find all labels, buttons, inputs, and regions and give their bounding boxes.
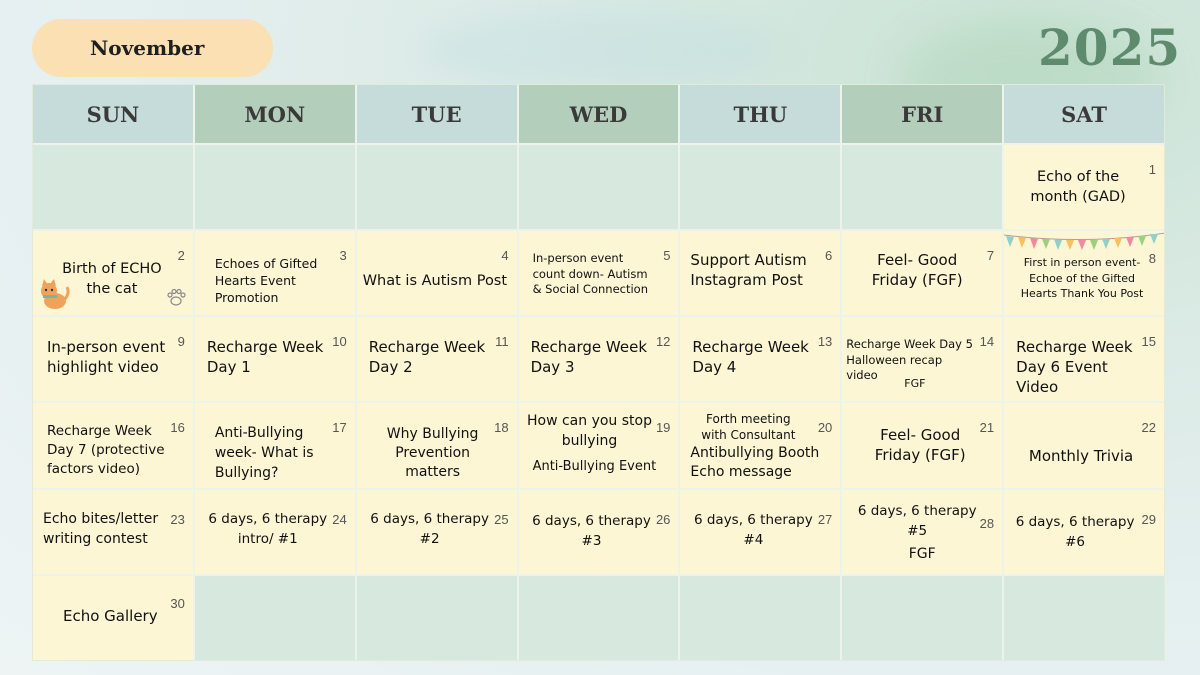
day-cell-1[interactable] xyxy=(1004,145,1164,229)
day-cell-20[interactable] xyxy=(680,403,840,487)
day-number: 1 xyxy=(1148,162,1156,177)
event-text: In-person event count down- Autism & Social Connection xyxy=(532,251,649,297)
empty-day-cell xyxy=(842,145,1002,229)
day-number: 4 xyxy=(501,248,509,264)
day-cell-12[interactable] xyxy=(519,317,679,401)
day-number: 14 xyxy=(979,334,995,350)
empty-day-cell xyxy=(357,576,517,660)
day-cell-27[interactable] xyxy=(680,490,840,574)
day-cell-29[interactable] xyxy=(1004,490,1164,574)
event-text: Echo Gallery xyxy=(63,606,158,625)
event-text: 6 days, 6 therapy #6 xyxy=(1015,513,1135,550)
event-text: Feel- Good Friday (FGF) xyxy=(874,426,966,465)
event-text: 6 days, 6 therapy #3 xyxy=(532,512,651,549)
day-number: 19 xyxy=(655,420,671,436)
empty-day-cell xyxy=(519,145,679,229)
weekday-header-wed: WED xyxy=(519,85,679,143)
day-cell-28[interactable] xyxy=(842,490,1002,574)
day-cell-11[interactable] xyxy=(357,317,517,401)
day-number: 10 xyxy=(332,334,347,350)
day-cell-30[interactable] xyxy=(33,576,193,660)
weekday-header-fri: FRI xyxy=(842,85,1002,143)
day-cell-5[interactable] xyxy=(519,231,679,315)
day-number: 18 xyxy=(494,420,509,436)
event-note: Anti-Bullying Event xyxy=(532,459,657,475)
day-number: 26 xyxy=(655,511,671,527)
day-number: 21 xyxy=(979,420,995,436)
day-cell-7[interactable] xyxy=(842,231,1002,315)
day-number: 20 xyxy=(817,420,833,436)
day-cell-26[interactable] xyxy=(519,490,679,574)
day-number: 2 xyxy=(177,248,185,264)
empty-day-cell xyxy=(842,576,1002,660)
event-text: Anti-Bullying week- What is Bullying? xyxy=(214,425,314,482)
day-cell-6[interactable] xyxy=(680,231,840,315)
weekday-header-thu: THU xyxy=(680,85,840,143)
event-text: First in person event- Echoe of the Gifted Hearts Thank You Post xyxy=(1020,256,1144,301)
day-cell-21[interactable] xyxy=(842,403,1002,487)
day-number: 24 xyxy=(332,511,347,527)
event-text: Recharge Week Day 5 Halloween recap video xyxy=(846,337,973,383)
event-text: Birth of ECHO the cat xyxy=(62,261,162,298)
event-text: Echo of the month (GAD) xyxy=(1030,169,1126,205)
event-text: Recharge Week Day 2 xyxy=(368,338,486,377)
event-text: Recharge Week Day 3 xyxy=(530,338,648,377)
month-text: November xyxy=(90,36,205,60)
day-cell-18[interactable] xyxy=(357,403,517,487)
day-number: 17 xyxy=(332,420,347,436)
day-number: 30 xyxy=(170,595,185,611)
event-text: Forth meeting with Consultant xyxy=(701,412,796,443)
weekday-header-tue: TUE xyxy=(357,85,517,143)
day-cell-10[interactable] xyxy=(195,317,355,401)
event-text: Why Bullying Prevention matters xyxy=(386,426,479,481)
day-cell-9[interactable] xyxy=(33,317,193,401)
event-note: FGF xyxy=(904,377,926,391)
event-text: Monthly Trivia xyxy=(1028,447,1134,466)
day-number: 12 xyxy=(655,334,671,350)
day-number: 29 xyxy=(1141,511,1156,527)
calendar-grid xyxy=(32,84,1165,661)
day-cell-13[interactable] xyxy=(680,317,840,401)
day-number: 25 xyxy=(494,511,509,527)
paw-print-icon xyxy=(165,287,187,309)
cat-sticker-icon xyxy=(37,277,71,311)
event-text: How can you stop bullying xyxy=(526,413,652,450)
day-cell-19[interactable] xyxy=(519,403,679,487)
empty-day-cell xyxy=(519,576,679,660)
event-text: Recharge Week Day 4 xyxy=(692,338,809,377)
day-number: 6 xyxy=(825,248,833,264)
empty-day-cell xyxy=(680,145,840,229)
event-text: In-person event highlight video xyxy=(47,338,166,377)
day-number: 15 xyxy=(1141,334,1156,350)
event-text: Recharge Week Day 1 xyxy=(206,338,324,377)
event-text: Recharge Week Day 6 Event Video xyxy=(1016,338,1133,397)
day-number: 5 xyxy=(663,248,671,264)
event-text: 6 days, 6 therapy #2 xyxy=(370,510,489,547)
day-cell-17[interactable] xyxy=(195,403,355,487)
empty-day-cell xyxy=(357,145,517,229)
event-text: Feel- Good Friday (FGF) xyxy=(871,251,963,290)
day-number: 3 xyxy=(339,248,347,264)
empty-day-cell xyxy=(195,145,355,229)
event-text: What is Autism Post xyxy=(362,273,508,290)
event-text: Echo bites/letter writing contest xyxy=(43,510,159,547)
event-note: Antibullying Booth Echo message xyxy=(690,445,820,481)
day-cell-3[interactable] xyxy=(195,231,355,315)
day-cell-23[interactable] xyxy=(33,490,193,574)
background-decoration xyxy=(420,10,780,90)
day-cell-24[interactable] xyxy=(195,490,355,574)
day-number: 13 xyxy=(817,334,833,350)
weekday-header-mon: MON xyxy=(195,85,355,143)
empty-day-cell xyxy=(680,576,840,660)
day-number: 16 xyxy=(170,420,185,436)
day-number: 28 xyxy=(979,515,995,531)
event-note: FGF xyxy=(908,545,936,562)
month-label xyxy=(32,19,273,77)
empty-day-cell xyxy=(195,576,355,660)
event-text: Echoes of Gifted Hearts Event Promotion xyxy=(214,256,318,306)
event-text: 6 days, 6 therapy #4 xyxy=(693,511,813,548)
empty-day-cell xyxy=(33,145,193,229)
empty-day-cell xyxy=(1004,576,1164,660)
day-cell-16[interactable] xyxy=(33,403,193,487)
day-number: 8 xyxy=(1148,251,1156,267)
day-cell-14[interactable] xyxy=(842,317,1002,401)
day-cell-22[interactable] xyxy=(1004,403,1164,487)
day-cell-4[interactable] xyxy=(357,231,517,315)
bunting-flags-icon xyxy=(1004,231,1164,253)
day-number: 9 xyxy=(177,334,185,350)
day-number: 27 xyxy=(817,511,833,527)
event-text: Recharge Week Day 7 (protective factors video) xyxy=(47,423,165,478)
year-label: 2025 xyxy=(1038,18,1182,77)
event-text: 6 days, 6 therapy #5 xyxy=(857,502,977,539)
event-text: 6 days, 6 therapy intro/ #1 xyxy=(208,510,328,547)
day-cell-8[interactable] xyxy=(1004,231,1164,315)
day-number: 7 xyxy=(986,248,995,264)
weekday-header-sat: SAT xyxy=(1004,85,1164,143)
day-cell-15[interactable] xyxy=(1004,317,1164,401)
day-number: 23 xyxy=(170,511,185,527)
day-number: 22 xyxy=(1141,420,1156,436)
weekday-header-sun: SUN xyxy=(33,85,193,143)
event-text: Support Autism Instagram Post xyxy=(690,251,807,290)
day-cell-25[interactable] xyxy=(357,490,517,574)
day-number: 11 xyxy=(495,334,509,350)
day-cell-2[interactable] xyxy=(33,231,193,315)
